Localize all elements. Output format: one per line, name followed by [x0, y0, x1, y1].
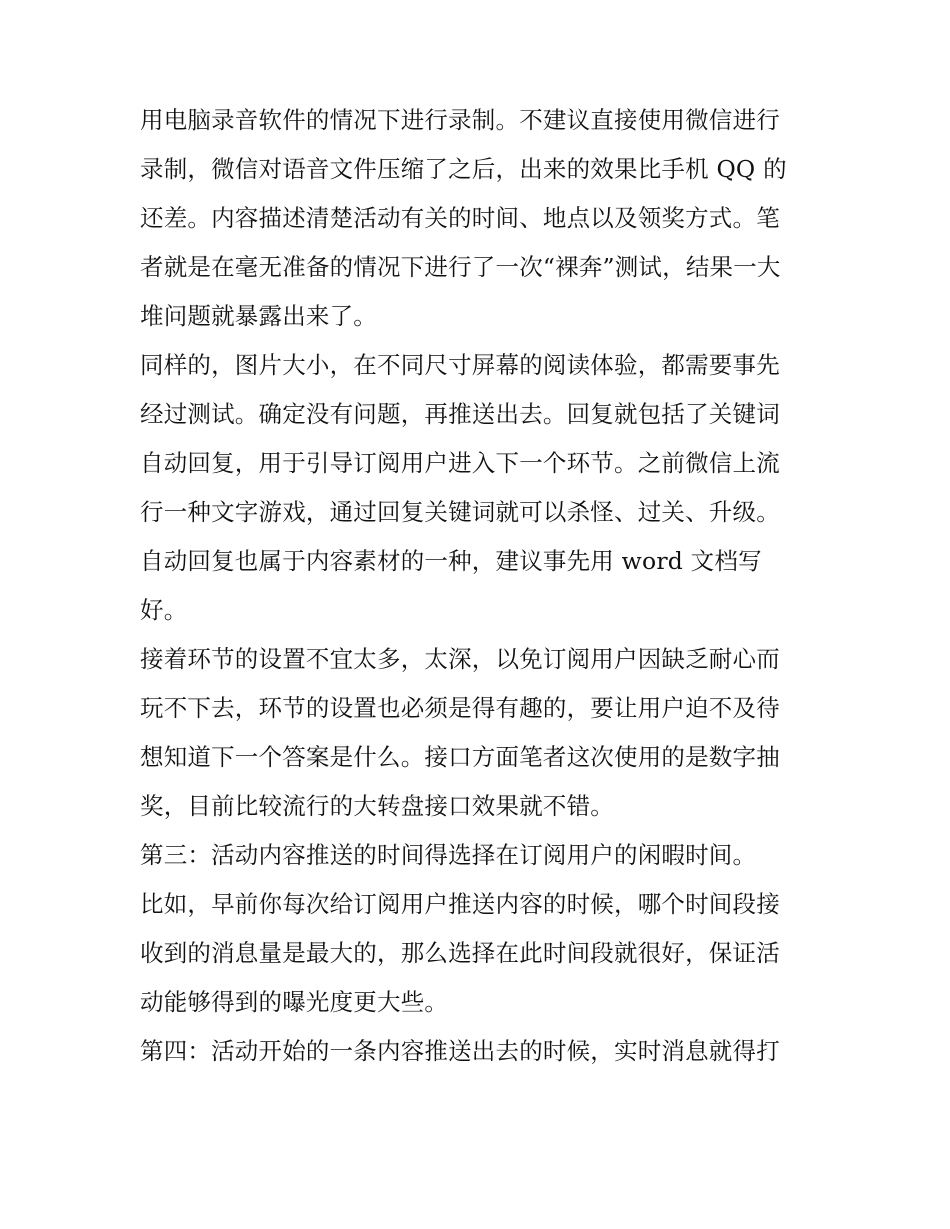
text-line: 行一种文字游戏，通过回复关键词就可以杀怪、过关、升级。 [140, 498, 780, 526]
text-line: 比如，早前你每次给订阅用户推送内容的时候，哪个时间段接 [140, 890, 780, 918]
text-line: 奖，目前比较流行的大转盘接口效果就不错。 [140, 792, 614, 820]
text-line: 动能够得到的曝光度更大些。 [140, 988, 449, 1016]
text-line: 录制，微信对语音文件压缩了之后，出来的效果比手机 QQ 的 [140, 155, 787, 183]
text-line: 用电脑录音软件的情况下进行录制。不建议直接使用微信进行 [140, 106, 780, 134]
text-line: 想知道下一个答案是什么。接口方面笔者这次使用的是数字抽 [140, 743, 780, 771]
text-line: 堆问题就暴露出来了。 [140, 302, 377, 330]
text-line: 接着环节的设置不宜太多，太深，以免订阅用户因缺乏耐心而 [140, 645, 780, 673]
text-line: 还差。内容描述清楚活动有关的时间、地点以及领奖方式。笔 [140, 204, 780, 232]
text-line: 第三：活动内容推送的时间得选择在订阅用户的闲暇时间。 [140, 841, 757, 869]
text-line: 经过测试。确定没有问题，再推送出去。回复就包括了关键词 [140, 400, 780, 428]
document-body [140, 103, 820, 1068]
text-line: 者就是在毫无准备的情况下进行了一次“裸奔”测试，结果一大 [140, 253, 781, 281]
text-line: 自动回复，用于引导订阅用户进入下一个环节。之前微信上流 [140, 449, 780, 477]
text-line: 好。 [140, 596, 188, 624]
text-line: 收到的消息量是最大的，那么选择在此时间段就很好，保证活 [140, 939, 780, 967]
text-line: 自动回复也属于内容素材的一种，建议事先用 word 文档写 [140, 547, 762, 575]
text-line: 第四：活动开始的一条内容推送出去的时候，实时消息就得打 [140, 1037, 780, 1065]
text-line: 玩不下去，环节的设置也必须是得有趣的，要让用户迫不及待 [140, 694, 780, 722]
text-line: 同样的，图片大小，在不同尺寸屏幕的阅读体验，都需要事先 [140, 351, 780, 379]
